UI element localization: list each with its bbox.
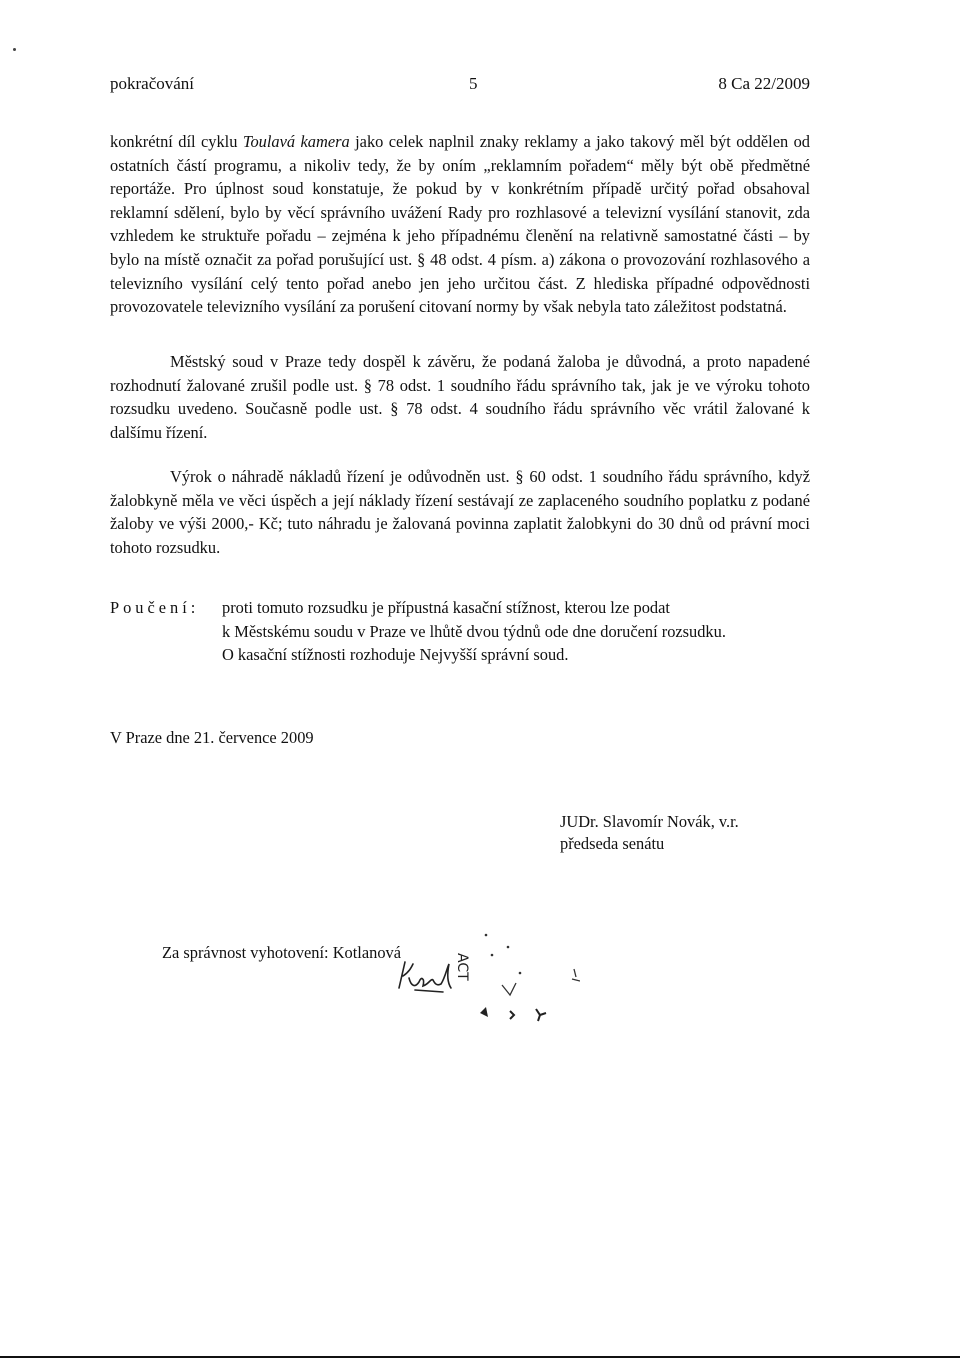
- instruction-line: proti tomuto rozsudku je přípustná kasační stížnost, kterou lze podat: [222, 598, 670, 617]
- date-line: V Praze dne 21. července 2009: [110, 728, 314, 747]
- paragraph-reasoning: [110, 130, 810, 319]
- instruction-line: k Městskému soudu v Praze ve lhůtě dvou týdnů ode dne doručení rozsudku.: [222, 621, 726, 641]
- paragraph-text-rest: jako celek naplnil znaky reklamy a jako takový měl být oddělen od ostatních částí programu, a nikoliv tedy, že by oním „reklamním pořadem“ měly být obě předmětné reportáže. Pro úplnost soud konstatuje, že pokud by v konkrétním případě určitý pořad obsahoval reklamní sdělení, bylo by věcí správního uvážení Rady pro rozhlasové a televizní vysílání stanovit, zda vzhledem ke struktuře pořadu – zejména k jeho případnému členění na relativně samostatné části – by bylo na místě označit za pořad porušující ust. § 48 odst. 4 písm. a) zákona o provozování rozhlasového a televizního vysílání celý tento pořad anebo jen jeho určitou část. Z hlediska případné odpovědnosti provozovatele televizního vysílání za porušení citovaní normy by však nebyla tato záležitost podstatná.: [110, 132, 811, 317]
- svg-text:ACT: ACT: [454, 953, 470, 981]
- page-number: 5: [469, 74, 478, 93]
- instruction-text: [222, 596, 822, 667]
- judge-block: [560, 811, 739, 855]
- bottom-rule: [0, 1356, 960, 1358]
- instruction-label: Poučení:: [110, 598, 200, 617]
- continuation-label: pokračování: [110, 74, 195, 93]
- paragraph-conclusion: Městský soud v Praze tedy dospěl k závěru, že podaná žaloba je důvodná, a proto napadené rozhodnutí žalované zrušil podle ust. § 78 odst. 1 soudního řádu správního tak, jak je ve výroku tohoto rozsudku uvedeno. Současně podle ust. § 78 odst. 4 soudního řádu správního věc vrátil žalované k dalšímu řízení.: [110, 352, 810, 442]
- case-number: 8 Ca 22/2009: [718, 74, 810, 93]
- page-header: [110, 74, 810, 98]
- program-title: Toulavá kamera: [242, 132, 350, 151]
- stamp-marks-icon: [450, 915, 580, 1035]
- judge-role: předseda senátu: [560, 834, 665, 853]
- instruction-line: O kasační stížnosti rozhoduje Nejvyšší správní soud.: [222, 645, 569, 664]
- scan-speck: [13, 48, 16, 51]
- paragraph-costs: Výrok o náhradě nákladů řízení je odůvodněn ust. § 60 odst. 1 soudního řádu správního, když žalobkyně měla ve věci úspěch a její náklady řízení sestávají ze zaplaceného soudního poplatku z podané žaloby ve výši 2000,- Kč; tuto náhradu je žalovaná povinna zaplatit žalobkyni do 30 dnů od právní moci tohoto rozsudku.: [110, 467, 810, 557]
- judge-name: JUDr. Slavomír Novák, v.r.: [560, 812, 739, 831]
- paragraph-text-start: konkrétní díl cyklu: [110, 132, 243, 151]
- verification-line: Za správnost vyhotovení: Kotlanová: [162, 943, 401, 962]
